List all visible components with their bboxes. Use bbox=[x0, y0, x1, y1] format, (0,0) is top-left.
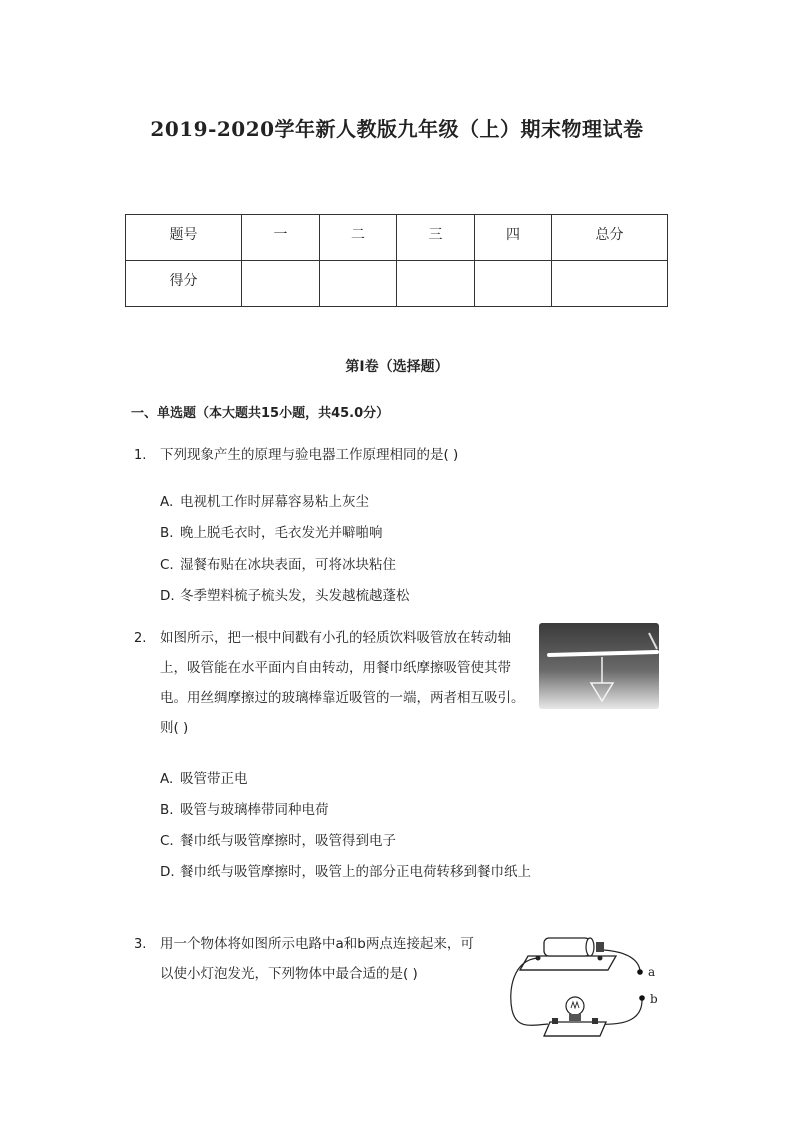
part-title: 一、单选题（本大题共15小题，共45.0分） bbox=[131, 406, 390, 421]
question-2-line: 电。用丝绸摩擦过的玻璃棒靠近吸管的一端，两者相互吸引。 bbox=[160, 690, 525, 706]
question-2-option-d[interactable] bbox=[160, 860, 531, 880]
header-cell-part-4: 四 bbox=[475, 215, 552, 261]
option-text: 冬季塑料梳子梳头发，头发越梳越蓬松 bbox=[180, 588, 410, 604]
header-cell-question-number: 题号 bbox=[126, 215, 242, 261]
header-cell-part-1: 一 bbox=[242, 215, 320, 261]
question-1-option-d[interactable] bbox=[160, 584, 410, 604]
question-1-text bbox=[160, 440, 458, 470]
question-1-option-b[interactable] bbox=[160, 521, 383, 541]
score-table-header-row bbox=[126, 215, 668, 261]
option-label: A. bbox=[160, 494, 174, 510]
question-2-number: 2. bbox=[134, 631, 147, 646]
question-2-option-a[interactable] bbox=[160, 767, 248, 787]
score-table bbox=[125, 214, 668, 307]
score-cell-part-4[interactable] bbox=[475, 261, 552, 307]
question-1-number: 1. bbox=[134, 448, 147, 463]
question-2-line: 则( ) bbox=[160, 720, 189, 736]
option-label: B. bbox=[160, 525, 174, 541]
score-cell-part-2[interactable] bbox=[320, 261, 397, 307]
question-2-option-b[interactable] bbox=[160, 798, 329, 818]
terminal-a-label: a bbox=[648, 965, 656, 979]
question-2-option-c[interactable] bbox=[160, 829, 396, 849]
option-text: 餐巾纸与吸管摩擦时，吸管得到电子 bbox=[180, 833, 396, 849]
option-label: C. bbox=[160, 557, 174, 573]
question-1-line: 下列现象产生的原理与验电器工作原理相同的是( ) bbox=[160, 447, 459, 463]
question-1-option-c[interactable] bbox=[160, 553, 396, 573]
terminal-b-label: b bbox=[650, 992, 658, 1006]
option-text: 电视机工作时屏幕容易粘上灰尘 bbox=[180, 494, 369, 510]
question-3-number: 3. bbox=[134, 937, 147, 952]
straw-on-axis-photo bbox=[539, 623, 659, 709]
option-label: C. bbox=[160, 833, 174, 849]
score-table-score-row bbox=[126, 261, 668, 307]
option-text: 吸管与玻璃棒带同种电荷 bbox=[180, 802, 329, 818]
option-label: D. bbox=[160, 864, 175, 880]
score-row-label: 得分 bbox=[126, 261, 242, 307]
option-text: 吸管带正电 bbox=[180, 771, 248, 787]
question-1-option-a[interactable] bbox=[160, 490, 369, 510]
question-2-text bbox=[160, 623, 540, 743]
option-label: B. bbox=[160, 802, 174, 818]
question-3-line: 以使小灯泡发光，下列物体中最合适的是( ) bbox=[160, 966, 418, 982]
option-label: D. bbox=[160, 588, 175, 604]
header-cell-part-3: 三 bbox=[397, 215, 475, 261]
exam-title: 2019-2020学年新人教版九年级（上）期末物理试卷 bbox=[150, 117, 644, 141]
score-cell-part-1[interactable] bbox=[242, 261, 320, 307]
question-2-line: 如图所示，把一根中间戳有小孔的轻质饮料吸管放在转动轴 bbox=[160, 630, 511, 646]
score-cell-total[interactable] bbox=[552, 261, 668, 307]
option-label: A. bbox=[160, 771, 174, 787]
section-title: 第I卷（选择题） bbox=[345, 359, 449, 375]
header-cell-total: 总分 bbox=[552, 215, 668, 261]
score-cell-part-3[interactable] bbox=[397, 261, 475, 307]
question-3-text bbox=[160, 929, 500, 989]
option-text: 晚上脱毛衣时，毛衣发光并噼啪响 bbox=[180, 525, 383, 541]
circuit-diagram bbox=[508, 930, 668, 1048]
question-3-line: 用一个物体将如图所示电路中a和b两点连接起来，可 bbox=[160, 936, 474, 952]
question-2-line: 上，吸管能在水平面内自由转动，用餐巾纸摩擦吸管使其带 bbox=[160, 660, 511, 676]
option-text: 湿餐布贴在冰块表面，可将冰块粘住 bbox=[180, 557, 396, 573]
header-cell-part-2: 二 bbox=[320, 215, 397, 261]
option-text: 餐巾纸与吸管摩擦时，吸管上的部分正电荷转移到餐巾纸上 bbox=[180, 864, 531, 880]
